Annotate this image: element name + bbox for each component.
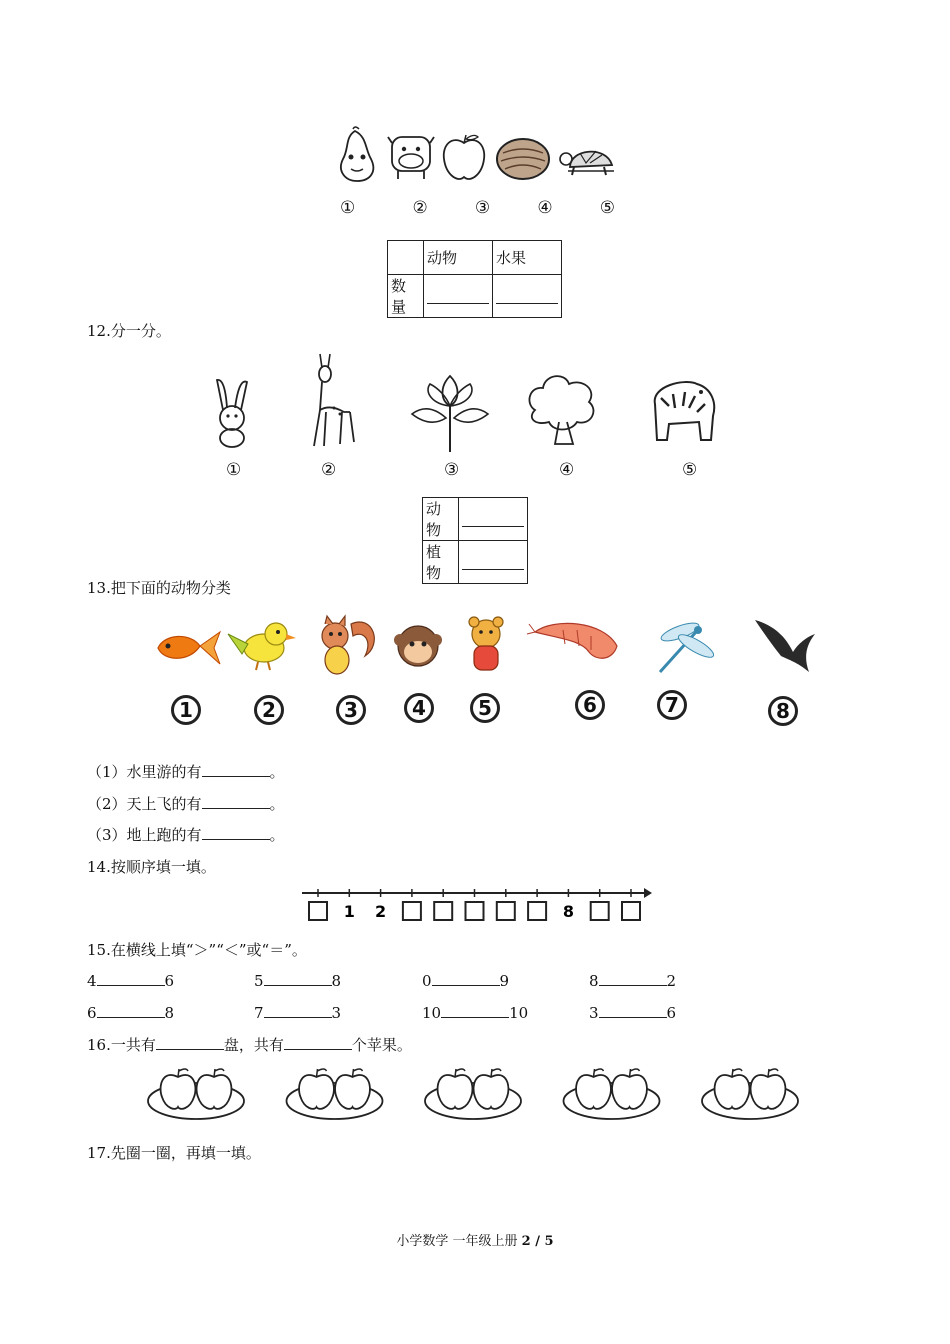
apple-icon xyxy=(197,1075,232,1109)
apple-icon xyxy=(576,1075,611,1109)
number-line-answer-box[interactable] xyxy=(403,902,421,920)
q11-answer-blank[interactable] xyxy=(424,275,493,318)
q12-table xyxy=(422,497,528,584)
bird-icon xyxy=(228,623,296,670)
number-line-label: 1 xyxy=(343,902,355,921)
q13-sub3-blank[interactable] xyxy=(202,825,270,840)
q12-title: 12.分一分。 xyxy=(87,322,171,340)
q12-number: ② xyxy=(321,460,337,480)
apple-icon xyxy=(335,1075,370,1109)
page-number: 2 xyxy=(521,1234,531,1249)
comparison-left: 8 xyxy=(589,972,599,990)
q16-question: 16.一共有 盘，共有 个苹果。 xyxy=(87,1036,412,1054)
comparison-right: 6 xyxy=(666,1004,677,1022)
cow-icon xyxy=(388,137,434,179)
apple-plate xyxy=(702,1069,798,1119)
shrimp-icon xyxy=(527,623,617,658)
comparison-blank[interactable] xyxy=(599,1003,667,1018)
q12-answer-blank[interactable] xyxy=(459,498,528,541)
comparison-right: 6 xyxy=(164,972,175,990)
comparison-right: 10 xyxy=(509,1004,529,1022)
pear-icon xyxy=(341,127,373,181)
number-line-answer-box[interactable] xyxy=(497,902,515,920)
q12-number: ① xyxy=(226,460,242,480)
number-line-answer-box[interactable] xyxy=(466,902,484,920)
q11-picture-row xyxy=(330,125,620,187)
turtle-icon xyxy=(560,151,614,175)
comparison-blank[interactable] xyxy=(97,1003,165,1018)
comparison-left: 6 xyxy=(87,1004,97,1022)
comparison-right: 8 xyxy=(164,1004,175,1022)
number-line-label: 8 xyxy=(562,902,574,921)
number-line-answer-box[interactable] xyxy=(591,902,609,920)
comparison-item xyxy=(254,1003,341,1022)
comparison-left: 5 xyxy=(254,972,264,990)
q11-answer-blank[interactable] xyxy=(493,275,562,318)
q13-number: 2 xyxy=(254,695,284,725)
q11-number: ④ xyxy=(537,198,553,218)
apple-plate xyxy=(287,1069,383,1119)
tree-icon xyxy=(529,376,593,444)
q13-sub2: （2）天上飞的有 。 xyxy=(87,795,285,813)
comparison-left: 0 xyxy=(422,972,432,990)
q13-picture-row xyxy=(148,612,818,687)
number-line-answer-box[interactable] xyxy=(528,902,546,920)
q11-number: ② xyxy=(412,198,428,218)
q16-plates-blank[interactable] xyxy=(156,1035,224,1050)
apple-icon xyxy=(161,1075,196,1109)
comparison-item xyxy=(87,971,174,990)
q17-title: 17.先圈一圈，再填一填。 xyxy=(87,1144,261,1162)
comparison-blank[interactable] xyxy=(441,1003,509,1018)
apple-plate xyxy=(425,1069,521,1119)
q11-number: ⑤ xyxy=(599,198,615,218)
q13-sub1: （1）水里游的有 。 xyxy=(87,763,285,781)
apple-icon xyxy=(299,1075,334,1109)
apple-plate xyxy=(564,1069,660,1119)
q12-table-row-plant: 植物 xyxy=(423,541,459,584)
q12-number: ⑤ xyxy=(682,460,698,480)
q13-number: 7 xyxy=(657,690,687,720)
comparison-blank[interactable] xyxy=(599,971,667,986)
apple-icon xyxy=(751,1075,786,1109)
q12-number: ④ xyxy=(559,460,575,480)
swallow-icon xyxy=(755,620,815,672)
comparison-item xyxy=(87,1003,174,1022)
page-total: 5 xyxy=(544,1234,554,1249)
number-line-label: 2 xyxy=(375,902,387,921)
comparison-right: 2 xyxy=(666,972,677,990)
comparison-left: 4 xyxy=(87,972,97,990)
q12-picture-row xyxy=(205,352,735,452)
apple-icon xyxy=(444,135,485,179)
comparison-left: 10 xyxy=(422,1004,442,1022)
apple-icon xyxy=(474,1075,509,1109)
goldfish-icon xyxy=(158,632,220,664)
q13-number: 1 xyxy=(171,695,201,725)
comparison-item xyxy=(254,971,341,990)
comparison-blank[interactable] xyxy=(432,971,500,986)
q13-title: 13.把下面的动物分类 xyxy=(87,579,231,597)
q11-table xyxy=(387,240,562,318)
bear-icon xyxy=(469,617,503,670)
apple-icon xyxy=(612,1075,647,1109)
comparison-blank[interactable] xyxy=(264,1003,332,1018)
number-line-answer-box[interactable] xyxy=(622,902,640,920)
q12-answer-blank[interactable] xyxy=(459,541,528,584)
q11-table-col-animal: 动物 xyxy=(424,241,493,275)
lotus-icon xyxy=(412,376,488,452)
page-footer: 小学数学 一年级上册 2 / 5 xyxy=(396,1234,554,1249)
apple-icon xyxy=(715,1075,750,1109)
rabbit-icon xyxy=(217,380,247,447)
number-line-answer-box[interactable] xyxy=(434,902,452,920)
comparison-left: 7 xyxy=(254,1004,264,1022)
q13-number: 6 xyxy=(575,690,605,720)
comparison-item xyxy=(422,1003,528,1022)
number-line-answer-box[interactable] xyxy=(309,902,327,920)
q16-plates-row xyxy=(140,1065,810,1125)
squirrel-icon xyxy=(322,616,374,674)
q12-table-row-animal: 动物 xyxy=(423,498,459,541)
monkey-icon xyxy=(394,626,442,666)
q11-number: ③ xyxy=(474,198,491,218)
tiger-icon xyxy=(655,382,715,440)
comparison-blank[interactable] xyxy=(264,971,332,986)
watermelon-icon xyxy=(497,139,549,179)
q15-title: 15.在横线上填“＞”“＜”或“＝”。 xyxy=(87,941,307,959)
q13-number: 3 xyxy=(336,695,366,725)
q13-number: 5 xyxy=(470,693,500,723)
q11-number: ① xyxy=(340,198,356,218)
q13-number: 4 xyxy=(404,693,434,723)
q12-number: ③ xyxy=(444,460,460,480)
comparison-right: 8 xyxy=(331,972,342,990)
dragonfly-icon xyxy=(659,620,716,672)
apple-icon xyxy=(438,1075,473,1109)
q14-number-line xyxy=(298,883,653,925)
comparison-blank[interactable] xyxy=(97,971,165,986)
q14-title: 14.按顺序填一填。 xyxy=(87,858,216,876)
q13-number: 8 xyxy=(768,696,798,726)
comparison-left: 3 xyxy=(589,1004,599,1022)
comparison-item xyxy=(589,1003,676,1022)
q11-table-row-label: 数量 xyxy=(388,275,424,318)
apple-plate xyxy=(148,1069,244,1119)
q13-sub2-blank[interactable] xyxy=(202,794,270,809)
comparison-right: 9 xyxy=(499,972,510,990)
deer-icon xyxy=(314,354,354,446)
q13-sub1-blank[interactable] xyxy=(202,762,270,777)
comparison-right: 3 xyxy=(331,1004,342,1022)
q11-table-col-fruit: 水果 xyxy=(493,241,562,275)
comparison-item xyxy=(589,971,676,990)
q16-apples-blank[interactable] xyxy=(284,1035,352,1050)
q13-sub3: （3）地上跑的有 。 xyxy=(87,826,285,844)
comparison-item xyxy=(422,971,509,990)
